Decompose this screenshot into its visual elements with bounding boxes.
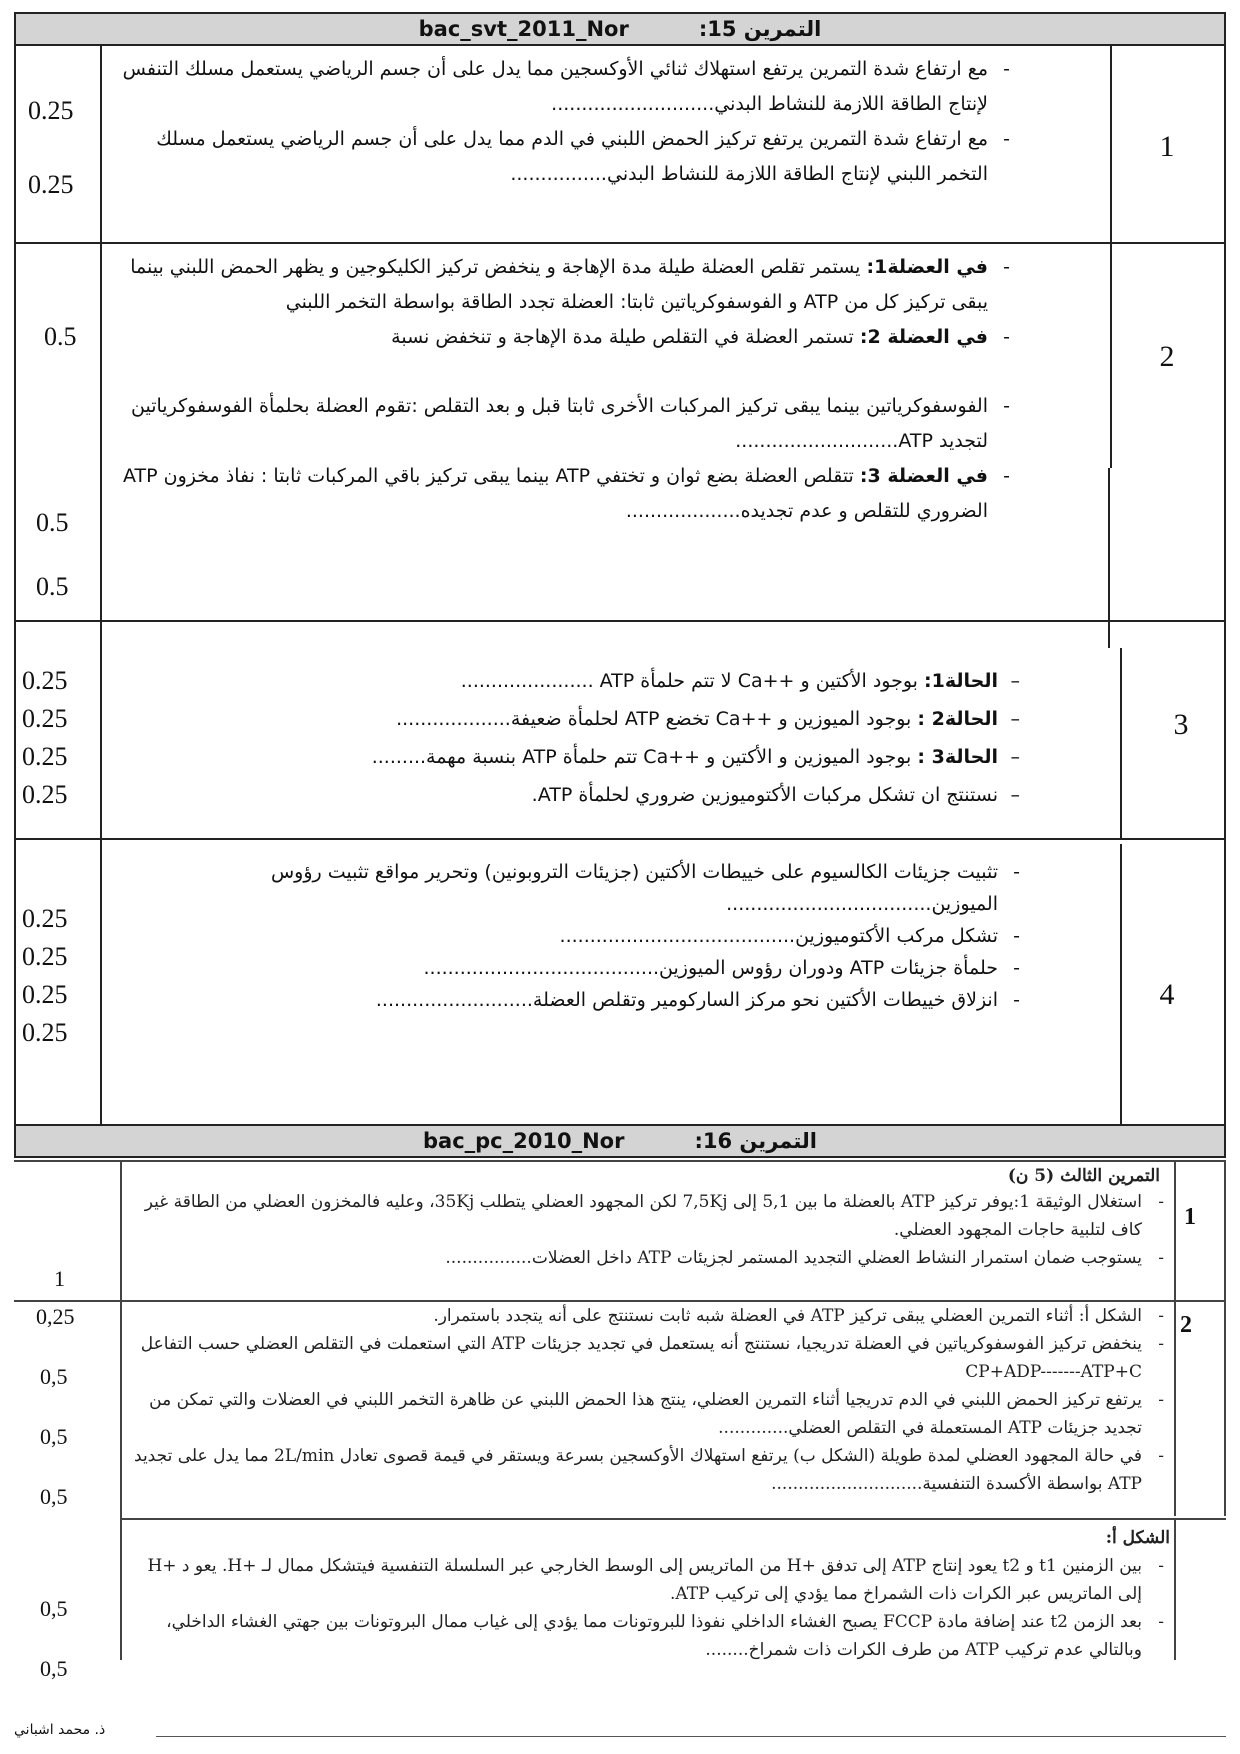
- exercise-15-code: bac_svt_2011_Nor: [418, 17, 629, 41]
- q4-item-4: - انزلاق خييطات الأكتين نحو مركز الساركومير وتقلص العضلة..........................: [110, 984, 1020, 1016]
- q2-item-2-continued: - الفوسفوكرياتين بينما يبقى تركيز المركبات الأخرى ثابتا قبل و بعد التقلص :تقوم العضلة بحلمأة الفوسفوكرياتين لتجديد ATP...........................: [110, 389, 1010, 459]
- q4-mark-2: 0.25: [22, 942, 68, 971]
- q4-answer: [110, 856, 1020, 1016]
- q2-answer: [110, 250, 1010, 529]
- ex16-q1-number: 1: [1184, 1204, 1196, 1230]
- q2-number: 2: [1159, 340, 1175, 373]
- q4-item-2: - تشكل مركب الأكتوميوزين.......................................: [110, 920, 1020, 952]
- q3-case-1-text: بوجود الأكتين و ++Ca لا تتم حلمأة ATP ......................: [460, 670, 918, 692]
- exercise-16-header: [14, 1124, 1226, 1158]
- ex16-q3-answer: [124, 1552, 1164, 1664]
- q4-mark-4: 0.25: [22, 1018, 68, 1047]
- ex16-q1-item-2: - يستوجب ضمان استمرار النشاط العضلي التجديد المستمر لجزيئات ATP داخل العضلات................: [124, 1244, 1164, 1272]
- q3-mark-4: 0.25: [22, 780, 68, 809]
- q3-case-1: [110, 662, 1020, 700]
- footer-author: ذ. محمد اشباني: [14, 1722, 106, 1738]
- q3-case-3-label: الحالة3 :: [917, 746, 998, 768]
- q2-item-2-label: في العضلة 2:: [859, 326, 988, 348]
- ex16-q2-mark-3: 0,5: [40, 1424, 68, 1449]
- q1-item-2: - مع ارتفاع شدة التمرين يرتفع تركيز الحمض اللبني في الدم مما يدل على أن جسم الرياضي يستعمل مسلك التخمر اللبني لإنتاج الطاقة اللازمة للنشاط البدني................: [110, 122, 1010, 192]
- ex16-q2-item-2: - ينخفض تركيز الفوسفوكرياتين في العضلة تدريجيا، نستنتج أنه يستعمل في تجديد جزيئات ATP التي استعملت في التقلص العضلي حسب التفاعل CP+ADP-------ATP+C: [124, 1330, 1164, 1386]
- q3-case-1-label: الحالة1:: [924, 670, 998, 692]
- q4-item-3: - حلمأة جزيئات ATP ودوران رؤوس الميوزين.......................................: [110, 952, 1020, 984]
- q2-mark-3: 0.5: [36, 572, 69, 601]
- ex16-q2-answer: [124, 1302, 1164, 1498]
- ex16-q3-mark-1: 0,5: [40, 1596, 68, 1621]
- q4-mark-1: 0.25: [22, 904, 68, 933]
- q2-item-3: [110, 459, 1010, 529]
- q1-answer: [110, 52, 1010, 192]
- exercise-15-header: [14, 12, 1226, 46]
- q1-item-1: - مع ارتفاع شدة التمرين يرتفع استهلاك ثنائي الأوكسجين مما يدل على أن جسم الرياضي يستعمل مسلك التنفس لإنتاج الطاقة اللازمة للنشاط البدني...........................: [110, 52, 1010, 122]
- ex16-q2-item-3: - يرتفع تركيز الحمض اللبني في الدم تدريجيا أثناء التمرين العضلي، ينتج هذا الحمض اللبني عن ظاهرة التخمر اللبني في العضلات والتي تمكن من تجديد جزيئات ATP المستعملة في التقلص العضلي.............: [124, 1386, 1164, 1442]
- exercise-15-title: التمرين 15:: [698, 17, 822, 41]
- q3-mark-3: 0.25: [22, 742, 68, 771]
- q2-item-1: [110, 250, 1010, 320]
- ex16-q2-mark-4: 0,5: [40, 1484, 68, 1509]
- ex16-q3-item-1: - بين الزمنين t1 و t2 يعود إنتاج ATP إلى تدفق +H من الماتريس إلى الوسط الخارجي عبر السلسلة التنفسية فيتشكل ممال لـ +H. يعو د +H إلى الماتريس عبر الكرات ذات الشمراخ مما يؤدي إلى تركيب ATP.: [124, 1552, 1164, 1608]
- q3-case-3-text: بوجود الميوزين و الأكتين و ++Ca تتم حلمأة ATP بنسبة مهمة.........: [371, 746, 912, 768]
- ex16-q2-mark-1: 0,25: [36, 1304, 75, 1329]
- q3-number: 3: [1173, 708, 1189, 741]
- q4-mark-3: 0.25: [22, 980, 68, 1009]
- q2-mark-1: 0.5: [44, 322, 77, 351]
- q1-mark-2: 0.25: [28, 170, 74, 199]
- q3-answer: [110, 662, 1020, 814]
- ex16-q1-item-1: - استغلال الوثيقة 1:يوفر تركيز ATP بالعضلة ما بين 5,1 إلى 7,5Kj لكن المجهود العضلي يتطلب 35Kj، وعليه فالمخزون العضلي من الطاقة غير كاف لتلبية حاجات المجهود العضلي.: [124, 1188, 1164, 1244]
- ex16-heading: التمرين الثالث (5 ن): [1007, 1166, 1160, 1186]
- q3-case-2-text: بوجود الميوزين و ++Ca تخضع ATP لحلمأة ضعيفة...................: [396, 708, 912, 730]
- ex16-q2-mark-2: 0,5: [40, 1364, 68, 1389]
- q2-mark-2: 0.5: [36, 508, 69, 537]
- q3-case-3: [110, 738, 1020, 776]
- ex16-q2-item-4: - في حالة المجهود العضلي لمدة طويلة (الشكل ب) يرتفع استهلاك الأوكسجين بسرعة ويستقر في قيمة قصوى تعادل 2L/min مما يدل على تجديد ATP بواسطة الأكسدة التنفسية............................: [124, 1442, 1164, 1498]
- q4-number: 4: [1159, 978, 1175, 1011]
- q2-item-3-label: في العضلة 3:: [859, 465, 988, 487]
- exercise-16-code: bac_pc_2010_Nor: [423, 1129, 625, 1153]
- q3-case-2: [110, 700, 1020, 738]
- q2-item-1-label: في العضلة1:: [866, 256, 988, 278]
- q3-mark-1: 0.25: [22, 666, 68, 695]
- ex16-figure-a-label: الشكل أ:: [1105, 1528, 1170, 1548]
- q3-case-2-label: الحالة2 :: [917, 708, 998, 730]
- ex16-q3-item-2: - بعد الزمن t2 عند إضافة مادة FCCP يصبح الغشاء الداخلي نفوذا للبروتونات مما يؤدي إلى غياب ممال البروتونات بين جهتي الغشاء الداخلي، وبالتالي عدم تركيب ATP من طرف الكرات ذات شمراخ........: [124, 1608, 1164, 1664]
- ex16-q3-mark-2: 0,5: [40, 1656, 68, 1681]
- ex16-q2-item-1: - الشكل أ: أثناء التمرين العضلي يبقى تركيز ATP في العضلة شبه ثابت نستنتج على أنه يتجدد باستمرار.: [124, 1302, 1164, 1330]
- q2-item-3-text: تتقلص العضلة بضع ثوان و تختفي ATP بينما يبقى تركيز باقي المركبات ثابتا : نفاذ مخزون ATP الضروري للتقلص و عدم تجديده...................: [123, 465, 988, 522]
- ex16-q2-number: 2: [1180, 1312, 1192, 1338]
- q2-item-2: [110, 320, 1010, 355]
- ex16-q1-mark: 1: [54, 1266, 65, 1291]
- q2-item-2-text: تستمر العضلة في التقلص طيلة مدة الإهاجة و تنخفض نسبة: [391, 326, 854, 348]
- q3-conclusion: – نستنتج ان تشكل مركبات الأكتوميوزين ضروري لحلمأة ATP.: [110, 776, 1020, 814]
- exercise-16-title: التمرين 16:: [694, 1129, 817, 1153]
- q2-item-1-text: يستمر تقلص العضلة طيلة مدة الإهاجة و ينخفض تركيز الكليكوجين و يظهر الحمض اللبني بينما يبقى تركيز كل من ATP و الفوسفوكرياتين ثابتا: العضلة تجدد الطاقة بواسطة التخمر اللبني: [130, 256, 988, 313]
- q1-mark-1: 0.25: [28, 96, 74, 125]
- q1-number: 1: [1159, 130, 1175, 163]
- ex16-q1-answer: [124, 1188, 1164, 1272]
- footer-rule: [156, 1736, 1226, 1737]
- q3-mark-2: 0.25: [22, 704, 68, 733]
- q4-item-1: - تثبيت جزيئات الكالسيوم على خييطات الأكتين (جزيئات التروبونين) وتحرير مواقع تثبيت رؤوس الميوزين..................................: [110, 856, 1020, 920]
